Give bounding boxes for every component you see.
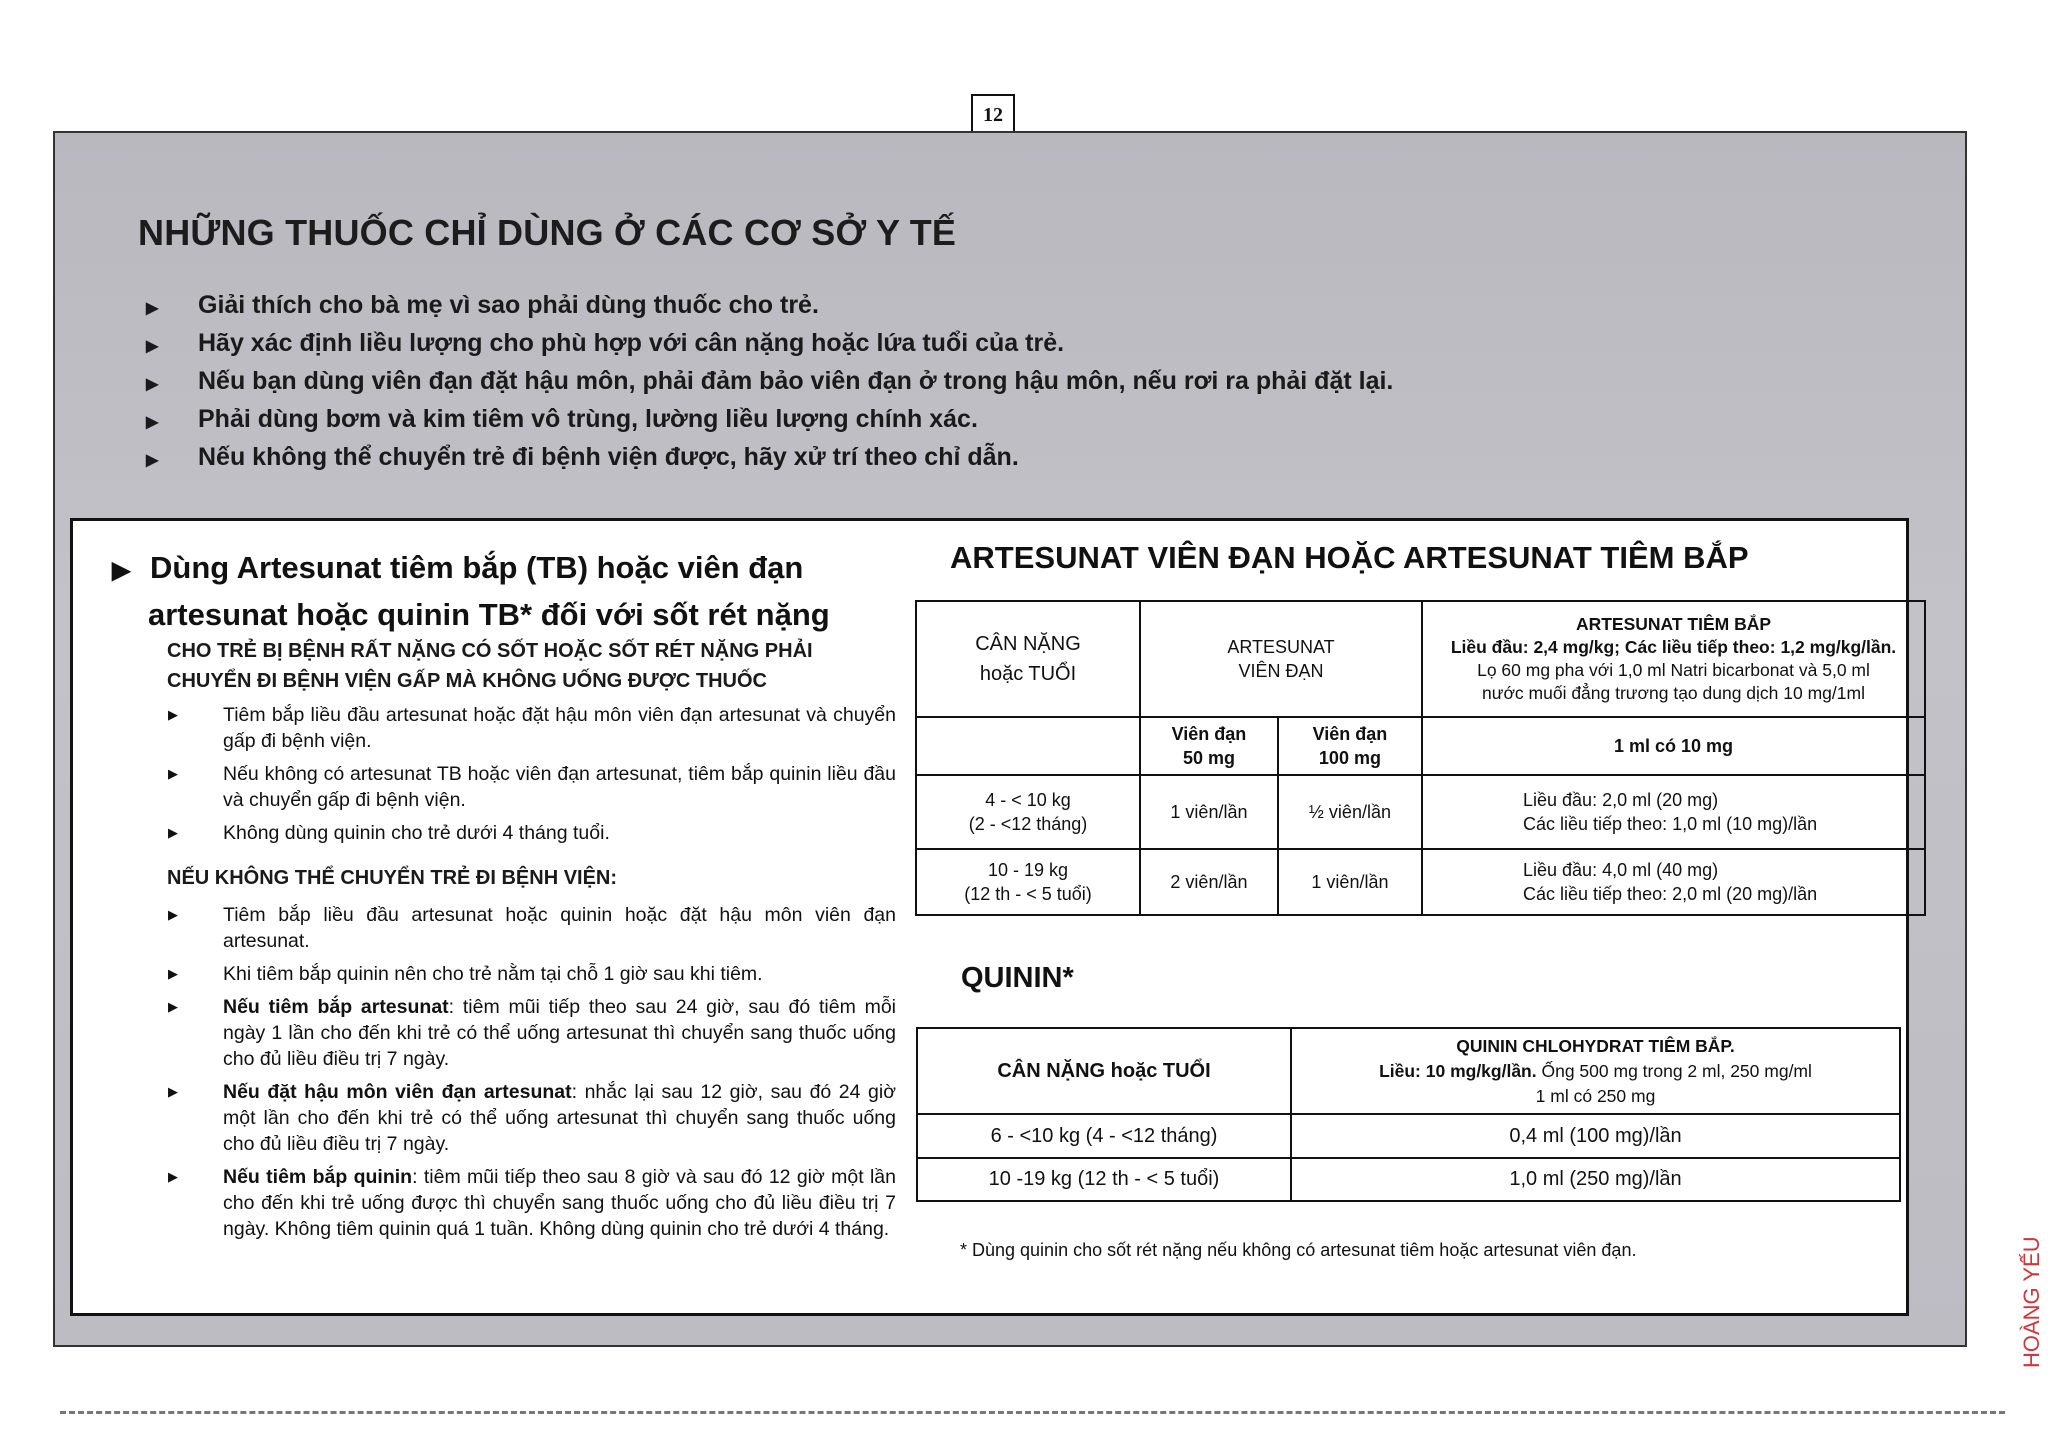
page-number: 12 <box>971 94 1015 136</box>
side-watermark: HOÀNG YẾU <box>2019 1236 2044 1368</box>
dose-cell: 1,0 ml (250 mg)/lần <box>1291 1158 1900 1201</box>
list-item: ▶ Nếu đặt hậu môn viên đạn artesunat: nhắc lại sau 12 giờ, sau đó 24 giờ một lần cho đến khi trẻ có thể uống artesunat thì chuyển sang thuốc uống cho đủ liều điều trị 7 ngày. <box>168 1081 896 1155</box>
list-item: ▶ Nếu tiêm bắp artesunat: tiêm mũi tiếp theo sau 24 giờ, sau đó tiêm mỗi ngày 1 lần cho đến khi trẻ có thể uống artesunat thì chuyển sang thuốc uống cho đủ liều điều trị 7 ngày. <box>168 996 896 1070</box>
intro-bullet-list <box>146 286 1393 476</box>
intro-bullet: ▶ Phải dùng bơm và kim tiêm vô trùng, lường liều lượng chính xác. <box>146 400 1393 438</box>
quinin-dosing-table <box>916 1027 1901 1202</box>
im-dose-cell: Liều đầu: 4,0 ml (40 mg) Các liều tiếp theo: 2,0 ml (20 mg)/lần <box>1422 849 1925 915</box>
arrow-bullet-icon: ▶ <box>168 825 178 840</box>
im-concentration-header: 1 ml có 10 mg <box>1422 717 1925 775</box>
weight-age-cell: 4 - < 10 kg (2 - <12 tháng) <box>916 775 1140 849</box>
intro-bullet: ▶ Nếu bạn dùng viên đạn đặt hậu môn, phải đảm bảo viên đạn ở trong hậu môn, nếu rơi ra phải đặt lại. <box>146 362 1393 400</box>
dose-100-cell: ½ viên/lần <box>1278 775 1422 849</box>
suppository-100-header: Viên đạn 100 mg <box>1278 717 1422 775</box>
artesunat-table-title: ARTESUNAT VIÊN ĐẠN HOẶC ARTESUNAT TIÊM BẮP <box>950 540 1749 575</box>
arrow-bullet-icon: ▶ <box>168 707 178 722</box>
quinin-im-header: QUININ CHLOHYDRAT TIÊM BẮP. Liều: 10 mg/kg/lần. Ống 500 mg trong 2 ml, 250 mg/ml 1 ml có 250 mg <box>1291 1028 1900 1114</box>
table-row <box>917 1158 1900 1201</box>
arrow-bullet-icon: ▶ <box>146 414 159 431</box>
dose-cell: 0,4 ml (100 mg)/lần <box>1291 1114 1900 1158</box>
arrow-bullet-icon: ▶ <box>168 766 178 781</box>
list-item: ▶ Không dùng quinin cho trẻ dưới 4 tháng tuổi. <box>168 822 610 844</box>
table-subheader-row <box>916 717 1925 775</box>
quinin-table-title: QUININ* <box>961 962 1074 994</box>
table-row <box>917 1114 1900 1158</box>
page-title: NHỮNG THUỐC CHỈ DÙNG Ở CÁC CƠ SỞ Y TẾ <box>138 212 957 253</box>
referral-instructions <box>168 702 896 853</box>
no-referral-instructions <box>168 902 896 1249</box>
list-item: ▶ Nếu tiêm bắp quinin: tiêm mũi tiếp theo sau 8 giờ và sau đó 12 giờ một lần cho đến khi trẻ uống được thì chuyển sang thuốc uống cho đủ liều điều trị 7 ngày. Không tiêm quinin quá 1 tuần. Không dùng quinin cho trẻ dưới 4 tháng. <box>168 1166 896 1240</box>
bottom-dashed-line <box>60 1411 2005 1414</box>
arrow-bullet-icon: ▶ <box>168 907 178 922</box>
weight-age-header: CÂN NẶNG hoặc TUỔI <box>916 601 1140 717</box>
weight-age-cell: 10 - 19 kg (12 th - < 5 tuổi) <box>916 849 1140 915</box>
arrow-bullet-icon: ▶ <box>146 376 159 393</box>
table-header-row <box>917 1028 1900 1114</box>
urgent-referral-heading: CHO TRẺ BỊ BỆNH RẤT NẶNG CÓ SỐT HOẶC SỐT RÉT NẶNG PHẢI CHUYỂN ĐI BỆNH VIỆN GẤP MÀ KHÔNG UỐNG ĐƯỢC THUỐC <box>167 640 813 692</box>
no-referral-heading: NẾU KHÔNG THỂ CHUYỂN TRẺ ĐI BỆNH VIỆN: <box>167 867 618 889</box>
arrow-bullet-icon: ▶ <box>112 557 131 584</box>
arrow-bullet-icon: ▶ <box>146 338 159 355</box>
arrow-bullet-icon: ▶ <box>168 1084 178 1099</box>
table-header-row <box>916 601 1925 717</box>
arrow-bullet-icon: ▶ <box>168 999 178 1014</box>
weight-age-header: CÂN NẶNG hoặc TUỔI <box>917 1028 1291 1114</box>
list-item: ▶ Tiêm bắp liều đầu artesunat hoặc đặt hậu môn viên đạn artesunat và chuyển gấp đi bệnh viện. <box>168 704 896 752</box>
intro-bullet: ▶ Nếu không thể chuyển trẻ đi bệnh viện được, hãy xử trí theo chỉ dẫn. <box>146 438 1393 476</box>
dose-100-cell: 1 viên/lần <box>1278 849 1422 915</box>
dose-50-cell: 2 viên/lần <box>1140 849 1278 915</box>
table-row <box>916 849 1925 915</box>
arrow-bullet-icon: ▶ <box>146 452 159 469</box>
arrow-bullet-icon: ▶ <box>168 966 178 981</box>
im-header: ARTESUNAT TIÊM BẮP Liều đầu: 2,4 mg/kg; Các liều tiếp theo: 1,2 mg/kg/lần. Lọ 60 mg pha với 1,0 ml Natri bicarbonat và 5,0 ml nước muối đẳng trương tạo dung dịch 10 mg/1ml <box>1422 601 1925 717</box>
artesunat-dosing-table <box>915 600 1926 916</box>
table-row <box>916 775 1925 849</box>
intro-bullet: ▶ Hãy xác định liều lượng cho phù hợp với cân nặng hoặc lứa tuổi của trẻ. <box>146 324 1393 362</box>
empty-cell <box>916 717 1140 775</box>
arrow-bullet-icon: ▶ <box>168 1169 178 1184</box>
suppository-header: ARTESUNAT VIÊN ĐẠN <box>1140 601 1422 717</box>
suppository-50-header: Viên đạn 50 mg <box>1140 717 1278 775</box>
weight-age-cell: 6 - <10 kg (4 - <12 tháng) <box>917 1114 1291 1158</box>
list-item: ▶ Nếu không có artesunat TB hoặc viên đạn artesunat, tiêm bắp quinin liều đầu và chuyển gấp đi bệnh viện. <box>168 763 896 811</box>
section-title: ▶ Dùng Artesunat tiêm bắp (TB) hoặc viên đạn artesunat hoặc quinin TB* đối với sốt rét nặng <box>112 550 830 632</box>
dose-50-cell: 1 viên/lần <box>1140 775 1278 849</box>
intro-bullet: ▶ Giải thích cho bà mẹ vì sao phải dùng thuốc cho trẻ. <box>146 286 1393 324</box>
list-item: ▶ Tiêm bắp liều đầu artesunat hoặc quinin hoặc đặt hậu môn viên đạn artesunat. <box>168 904 896 952</box>
arrow-bullet-icon: ▶ <box>146 300 159 317</box>
footnote: * Dùng quinin cho sốt rét nặng nếu không có artesunat tiêm hoặc artesunat viên đạn. <box>960 1240 1637 1260</box>
weight-age-cell: 10 -19 kg (12 th - < 5 tuổi) <box>917 1158 1291 1201</box>
im-dose-cell: Liều đầu: 2,0 ml (20 mg) Các liều tiếp theo: 1,0 ml (10 mg)/lần <box>1422 775 1925 849</box>
list-item: ▶ Khi tiêm bắp quinin nên cho trẻ nằm tại chỗ 1 giờ sau khi tiêm. <box>168 963 763 985</box>
